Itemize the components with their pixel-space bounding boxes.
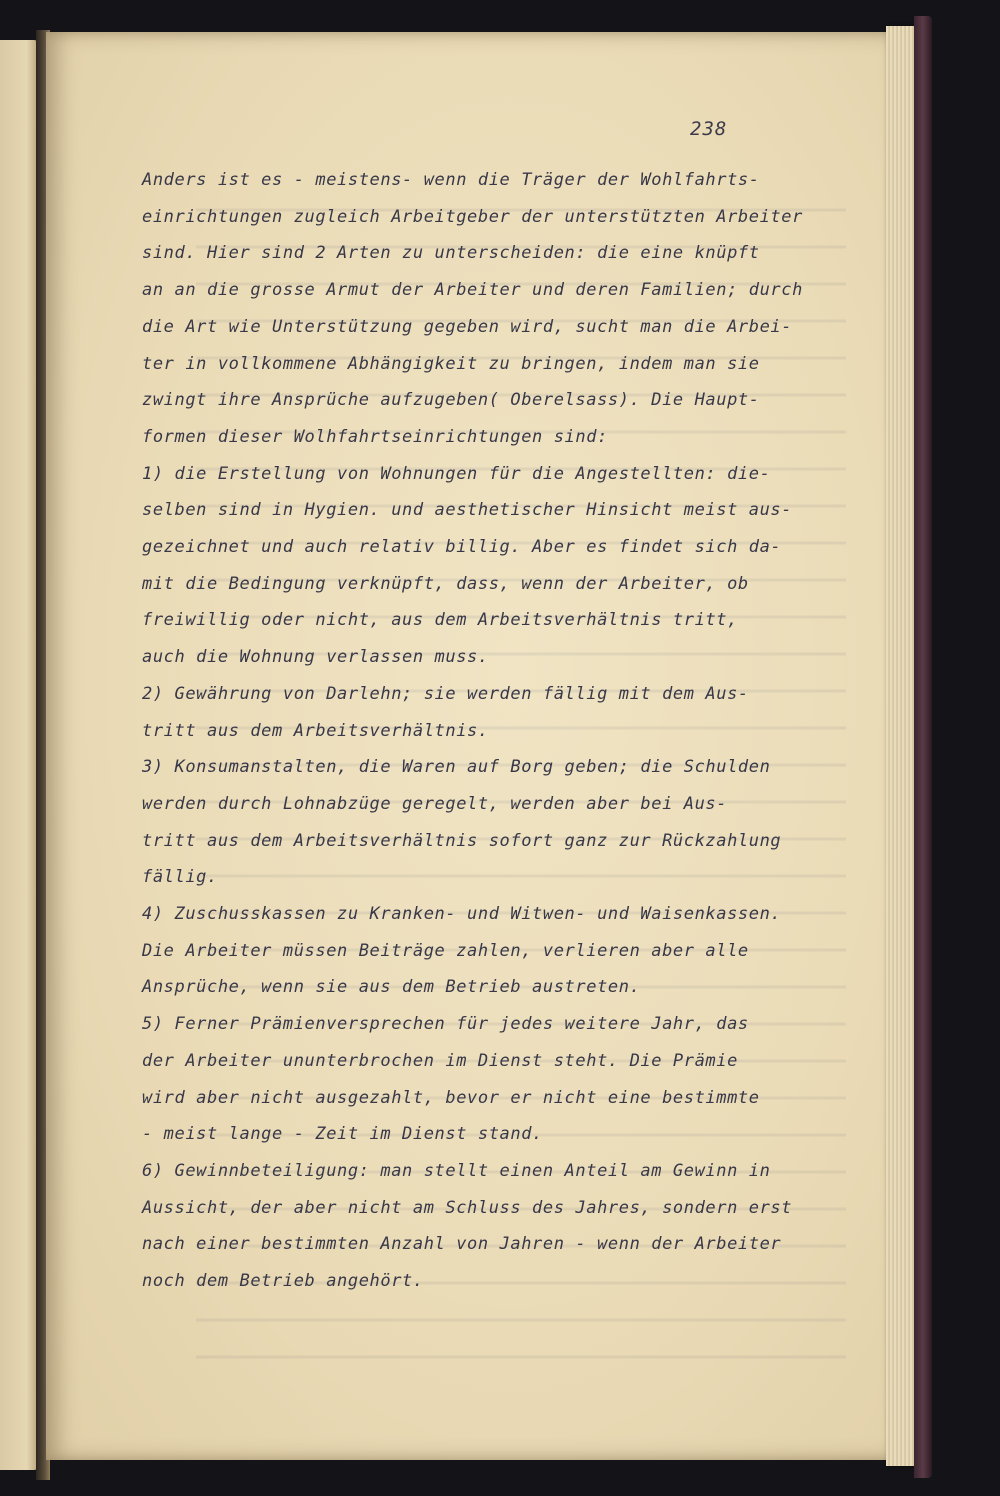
text-line: 5) Ferner Prämienversprechen für jedes weitere Jahr, das bbox=[142, 1014, 749, 1035]
text-line: freiwillig oder nicht, aus dem Arbeitsverhältnis tritt, bbox=[142, 610, 738, 631]
text-line: 4) Zuschusskassen zu Kranken- und Witwen- und Waisenkassen. bbox=[142, 904, 782, 924]
text-line: an an die grosse Armut der Arbeiter und deren Familien; durch bbox=[142, 280, 803, 301]
text-line: - meist lange - Zeit im Dienst stand. bbox=[142, 1124, 543, 1145]
text-line: nach einer bestimmten Anzahl von Jahren - wenn der Arbeiter bbox=[142, 1234, 782, 1255]
text-line: auch die Wohnung verlassen muss. bbox=[142, 647, 489, 668]
text-line: tritt aus dem Arbeitsverhältnis. bbox=[142, 720, 489, 741]
book-cover-edge bbox=[914, 16, 932, 1478]
text-line: fällig. bbox=[142, 867, 218, 888]
text-line: werden durch Lohnabzüge geregelt, werden aber bei Aus- bbox=[142, 793, 728, 814]
text-line: wird aber nicht ausgezahlt, bevor er nicht eine bestimmte bbox=[142, 1087, 760, 1108]
text-line: mit die Bedingung verknüpft, dass, wenn der Arbeiter, ob bbox=[142, 573, 749, 594]
text-line: tritt aus dem Arbeitsverhältnis sofort ganz zur Rückzahlung bbox=[142, 830, 782, 851]
text-line: Aussicht, der aber nicht am Schluss des Jahres, sondern erst bbox=[142, 1197, 793, 1218]
page-number: 238 bbox=[690, 118, 728, 140]
text-line: Anders ist es - meistens- wenn die Träger der Wohlfahrts- bbox=[142, 170, 760, 190]
text-line: Ansprüche, wenn sie aus dem Betrieb austreten. bbox=[142, 977, 641, 998]
text-line: gezeichnet und auch relativ billig. Aber es findet sich da- bbox=[142, 537, 782, 557]
text-line: 2) Gewährung von Darlehn; sie werden fällig mit dem Aus- bbox=[142, 683, 749, 704]
text-line: 3) Konsumanstalten, die Waren auf Borg geben; die Schulden bbox=[142, 757, 771, 778]
text-line: die Art wie Unterstützung gegeben wird, sucht man die Arbei- bbox=[142, 316, 793, 337]
text-line: noch dem Betrieb angehört. bbox=[142, 1271, 424, 1291]
text-line: sind. Hier sind 2 Arten zu unterscheiden: die eine knüpft bbox=[142, 243, 760, 264]
text-line: zwingt ihre Ansprüche aufzugeben( Oberelsass). Die Haupt- bbox=[142, 390, 760, 411]
previous-page-edge bbox=[0, 40, 38, 1470]
text-line: selben sind in Hygien. und aesthetischer Hinsicht meist aus- bbox=[142, 500, 793, 521]
text-line: der Arbeiter ununterbrochen im Dienst steht. Die Prämie bbox=[142, 1050, 738, 1071]
text-line: einrichtungen zugleich Arbeitgeber der unterstützten Arbeiter bbox=[142, 206, 803, 227]
text-line: ter in vollkommene Abhängigkeit zu bringen, indem man sie bbox=[142, 353, 760, 374]
text-line: 1) die Erstellung von Wohnungen für die Angestellten: die- bbox=[142, 463, 771, 484]
text-line: 6) Gewinnbeteiligung: man stellt einen Anteil am Gewinn in bbox=[142, 1160, 771, 1181]
text-line: Die Arbeiter müssen Beiträge zahlen, verlieren aber alle bbox=[142, 940, 749, 961]
text-line: formen dieser Wolhfahrtseinrichtungen sind: bbox=[142, 426, 608, 447]
